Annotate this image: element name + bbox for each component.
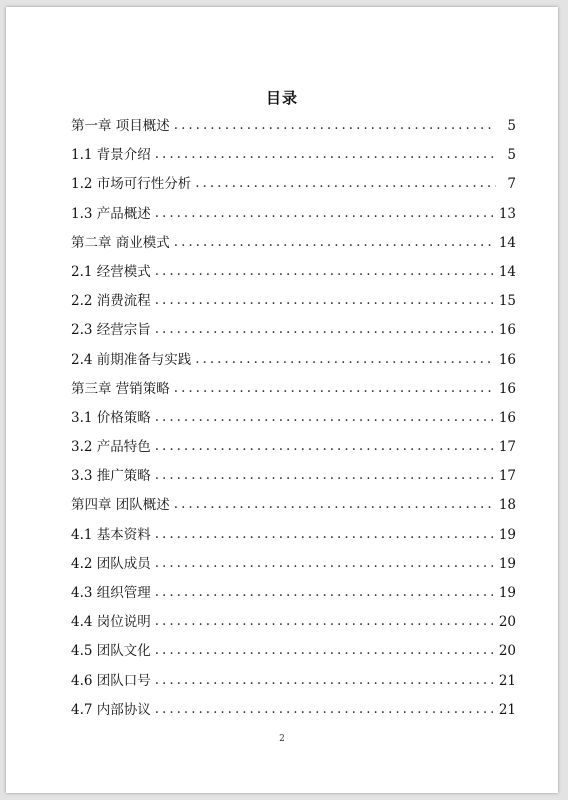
toc-entry-page: 19 [498,555,516,572]
toc-entry[interactable] [71,438,516,467]
toc-entry-page: 21 [498,672,516,689]
toc-entry-page: 13 [498,205,516,222]
toc-entry[interactable] [71,175,516,204]
toc-entry-label: 2.2 消费流程 [71,293,151,310]
toc-entry[interactable] [71,642,516,671]
toc-list [71,117,516,730]
toc-title: 目录 [265,89,298,107]
toc-entry-label: 3.1 价格策略 [71,409,151,426]
toc-entry[interactable] [71,263,516,292]
toc-entry[interactable] [71,584,516,613]
toc-entry-label: 4.2 团队成员 [71,555,151,572]
toc-entry-page: 19 [498,585,516,601]
toc-entry[interactable] [71,467,516,496]
toc-entry-label: 第一章 项目概述 [71,118,170,134]
toc-entry-page: 20 [498,614,516,631]
toc-entry-page: 17 [498,468,516,485]
toc-entry[interactable] [71,496,516,525]
toc-entry-page: 16 [498,380,516,397]
toc-dot-leader [155,262,493,280]
toc-entry-label: 4.7 内部协议 [71,701,151,718]
page-number: 2 [279,734,285,744]
toc-dot-leader [155,525,493,543]
toc-entry[interactable] [71,380,516,409]
toc-dot-leader [155,554,493,572]
toc-entry[interactable] [71,146,516,175]
toc-dot-leader [155,641,493,659]
toc-entry-label: 4.1 基本资料 [71,526,151,543]
toc-entry-label: 第四章 团队概述 [71,497,170,514]
toc-entry[interactable] [71,117,516,146]
toc-dot-leader [195,350,493,368]
toc-entry-label: 1.2 市场可行性分析 [71,176,192,193]
toc-dot-leader [155,466,493,484]
toc-entry[interactable] [71,292,516,321]
toc-dot-leader [174,233,493,251]
toc-entry-page: 5 [507,147,516,164]
toc-entry-label: 3.3 推广策略 [71,468,151,485]
toc-entry-page: 17 [498,439,516,456]
toc-entry-label: 第二章 商业模式 [71,234,170,251]
toc-entry-page: 21 [498,701,516,718]
toc-entry-page: 5 [507,118,516,134]
toc-dot-leader [174,495,493,513]
toc-entry-label: 3.2 产品特色 [71,439,151,456]
toc-entry-page: 14 [498,234,516,251]
toc-dot-leader [155,204,493,222]
toc-entry-label: 4.6 团队口号 [71,672,151,689]
toc-entry-page: 15 [498,293,516,310]
toc-dot-leader [155,700,493,718]
toc-entry-label: 4.5 团队文化 [71,643,151,660]
toc-entry-page: 16 [498,409,516,426]
toc-dot-leader [155,671,493,689]
toc-entry-page: 20 [498,643,516,660]
toc-entry-label: 1.3 产品概述 [71,205,151,222]
toc-dot-leader [155,145,496,163]
toc-entry[interactable] [71,555,516,584]
toc-dot-leader [174,116,496,134]
toc-entry[interactable] [71,409,516,438]
toc-entry-label: 4.3 组织管理 [71,585,151,601]
toc-entry-page: 18 [498,497,516,514]
toc-entry[interactable] [71,672,516,701]
toc-entry-label: 2.4 前期准备与实践 [71,351,192,368]
toc-entry[interactable] [71,613,516,642]
toc-dot-leader [174,379,493,397]
toc-dot-leader [155,408,493,426]
toc-entry-label: 1.1 背景介绍 [71,147,151,164]
toc-entry-label: 第三章 营销策略 [71,380,170,397]
toc-dot-leader [155,612,493,630]
toc-entry-label: 2.3 经营宗旨 [71,322,151,339]
toc-entry-label: 2.1 经营模式 [71,263,151,280]
toc-entry[interactable] [71,321,516,350]
toc-entry-page: 16 [498,322,516,339]
toc-dot-leader [155,291,493,309]
toc-entry-label: 4.4 岗位说明 [71,614,151,631]
toc-entry-page: 7 [507,176,516,193]
toc-entry-page: 14 [498,263,516,280]
toc-entry[interactable] [71,234,516,263]
document-page [6,7,558,793]
toc-entry[interactable] [71,701,516,730]
toc-dot-leader [155,437,493,455]
toc-entry-page: 16 [498,351,516,368]
toc-entry[interactable] [71,205,516,234]
toc-dot-leader [155,320,493,338]
toc-entry-page: 19 [498,526,516,543]
toc-dot-leader [195,174,496,192]
toc-entry[interactable] [71,526,516,555]
toc-dot-leader [155,583,493,601]
toc-entry[interactable] [71,351,516,380]
